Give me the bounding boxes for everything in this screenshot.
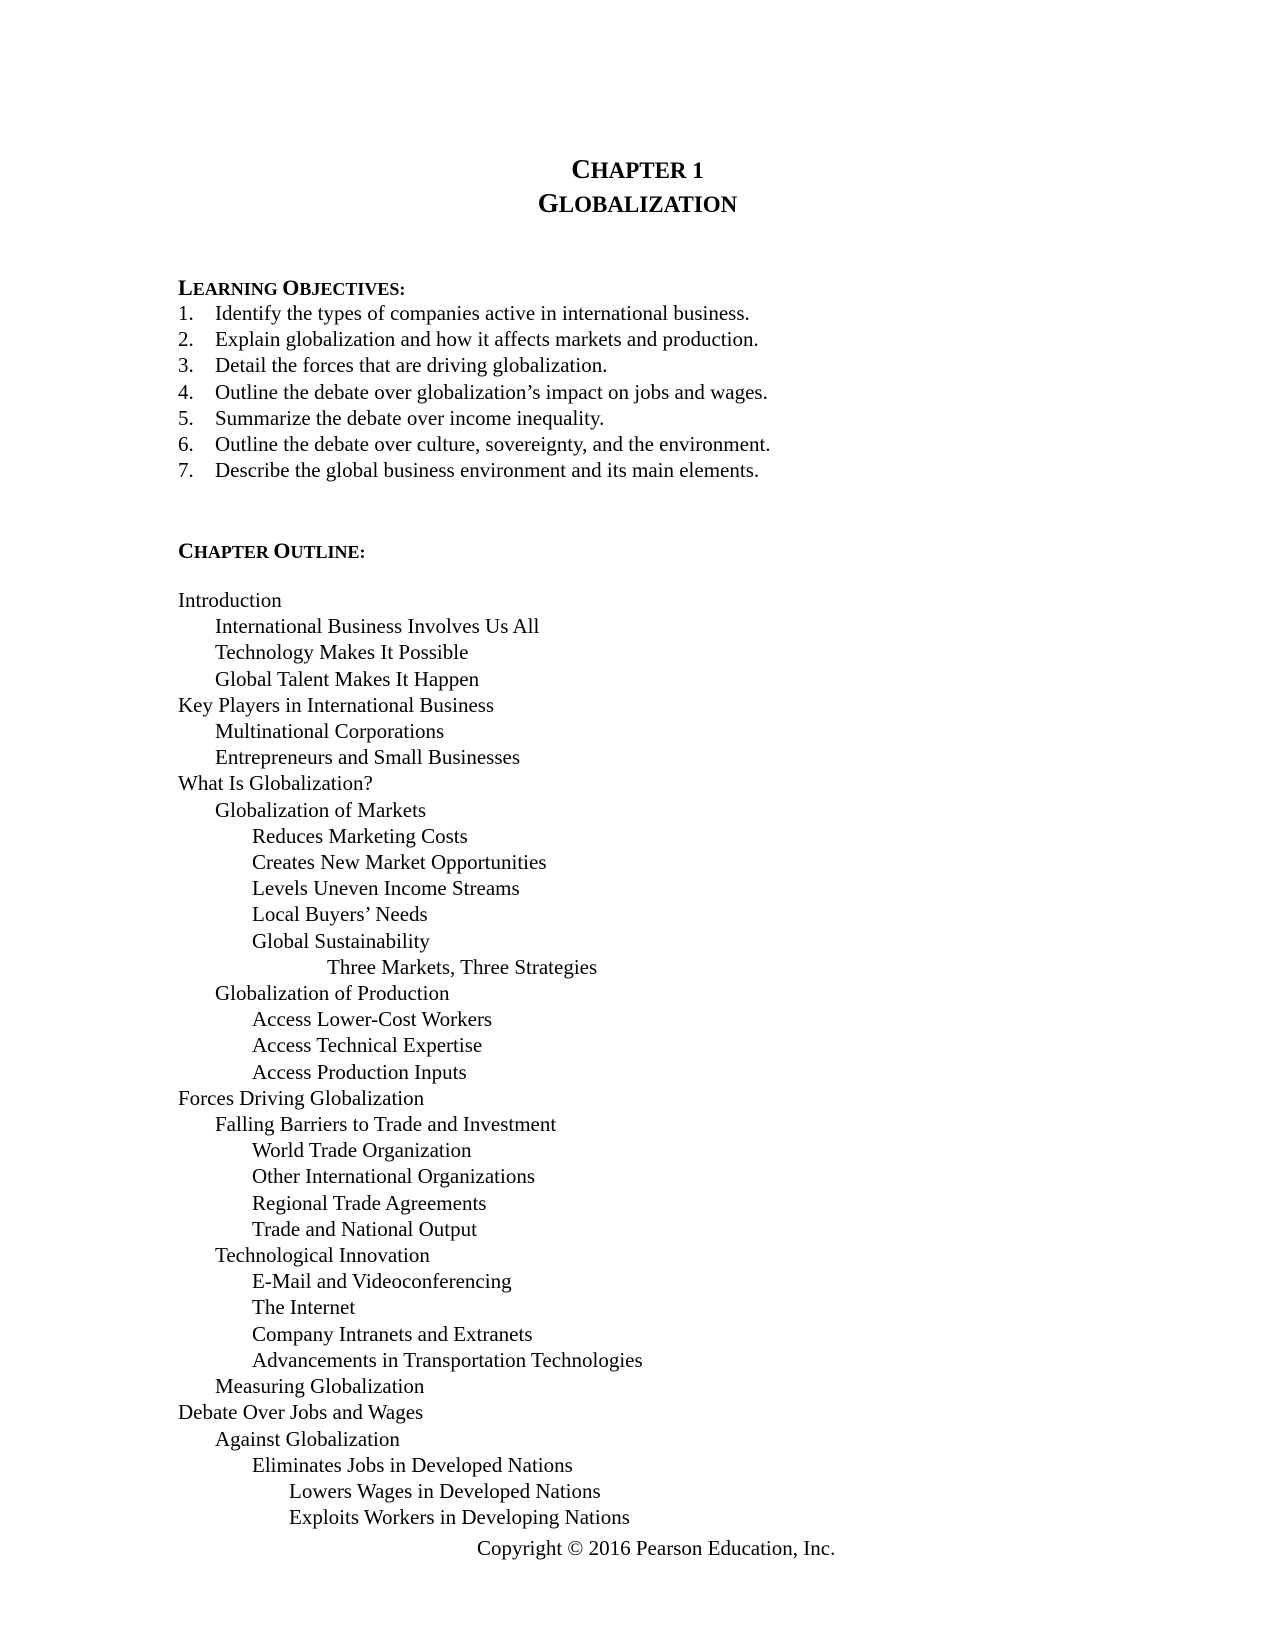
- objective-text: Summarize the debate over income inequality.: [215, 405, 605, 430]
- outline-item: Global Sustainability: [252, 928, 430, 953]
- objective-item: [178, 431, 771, 457]
- objective-number: 5.: [178, 405, 194, 430]
- heading-text: EARNING: [192, 279, 283, 299]
- objective-text: Identify the types of companies active in international business.: [215, 301, 750, 325]
- outline-item: Company Intranets and Extranets: [252, 1321, 533, 1346]
- outline-item: Eliminates Jobs in Developed Nations: [252, 1452, 573, 1477]
- outline-item: Globalization of Production: [215, 981, 450, 1006]
- outline-item: Multinational Corporations: [215, 719, 445, 744]
- outline-item: Three Markets, Three Strategies: [327, 954, 598, 979]
- outline-item: Reduces Marketing Costs: [252, 823, 468, 848]
- chapter-initial: C: [571, 154, 591, 184]
- objective-number: 2.: [178, 327, 194, 352]
- chapter-title-heading: [0, 188, 1275, 219]
- objective-text: Outline the debate over culture, sovereignty, and the environment.: [215, 432, 771, 457]
- chapter-number-heading: [0, 154, 1275, 185]
- outline-item: Forces Driving Globalization: [178, 1085, 425, 1110]
- outline-item: Access Production Inputs: [252, 1059, 467, 1084]
- outline-item: Entrepreneurs and Small Businesses: [215, 745, 521, 770]
- outline-item: Falling Barriers to Trade and Investment: [215, 1112, 557, 1137]
- objective-item: [178, 326, 771, 352]
- objective-number: 7.: [178, 458, 194, 483]
- outline-item: Key Players in International Business: [178, 692, 495, 717]
- chapter-outline-heading: [178, 538, 366, 564]
- objective-number: 3.: [178, 353, 194, 378]
- heading-text: HAPTER: [193, 542, 274, 562]
- heading-initial: C: [178, 538, 194, 563]
- outline-item: Trade and National Output: [252, 1216, 477, 1241]
- outline-item: Globalization of Markets: [215, 797, 427, 822]
- objective-item: [178, 379, 771, 405]
- heading-text: BJECTIVES:: [299, 279, 406, 299]
- outline-item: Technology Makes It Possible: [215, 640, 469, 665]
- heading-text: UTLINE:: [290, 542, 366, 562]
- title-initial: G: [537, 188, 559, 218]
- objective-number: 1.: [178, 301, 194, 325]
- outline-item: Technological Innovation: [215, 1243, 430, 1268]
- outline-item: Levels Uneven Income Streams: [252, 876, 520, 901]
- objective-item: [178, 405, 771, 431]
- outline-item: Against Globalization: [215, 1426, 400, 1451]
- objective-text: Describe the global business environment and its main elements.: [215, 458, 760, 483]
- objective-number: 4.: [178, 379, 194, 404]
- outline-item: Regional Trade Agreements: [252, 1190, 487, 1215]
- objective-text: Explain globalization and how it affects markets and production.: [215, 327, 759, 352]
- chapter-number-text: HAPTER 1: [590, 158, 704, 183]
- outline-item: Debate Over Jobs and Wages: [178, 1400, 424, 1425]
- outline-item: E-Mail and Videoconferencing: [252, 1269, 512, 1294]
- outline-item: What Is Globalization?: [178, 771, 373, 796]
- outline-item: Other International Organizations: [252, 1164, 536, 1189]
- outline-item: Access Technical Expertise: [252, 1033, 483, 1058]
- outline-item: The Internet: [252, 1295, 356, 1320]
- learning-objectives-list: [178, 300, 771, 483]
- heading-initial: O: [282, 275, 300, 300]
- outline-item: Exploits Workers in Developing Nations: [289, 1505, 630, 1530]
- objective-item: [178, 300, 771, 326]
- outline-item: Lowers Wages in Developed Nations: [289, 1478, 601, 1503]
- outline-item: Creates New Market Opportunities: [252, 850, 547, 875]
- objective-text: Detail the forces that are driving globalization.: [215, 353, 608, 378]
- outline-item: Introduction: [178, 588, 282, 612]
- heading-initial: O: [273, 538, 291, 563]
- outline-item: International Business Involves Us All: [215, 614, 540, 639]
- heading-initial: L: [178, 275, 193, 300]
- copyright-footer: Copyright © 2016 Pearson Education, Inc.: [477, 1536, 836, 1560]
- objective-item: [178, 352, 771, 378]
- outline-item: World Trade Organization: [252, 1138, 472, 1163]
- chapter-title-text: LOBALIZATION: [558, 192, 738, 217]
- outline-item: Global Talent Makes It Happen: [215, 666, 480, 691]
- objective-number: 6.: [178, 432, 194, 457]
- outline-item: Access Lower-Cost Workers: [252, 1007, 493, 1032]
- objective-item: [178, 457, 771, 483]
- outline-item: Measuring Globalization: [215, 1374, 425, 1399]
- objective-text: Outline the debate over globalization’s impact on jobs and wages.: [215, 379, 768, 404]
- outline-item: Local Buyers’ Needs: [252, 902, 428, 927]
- chapter-outline-list: [178, 587, 643, 1530]
- outline-item: Advancements in Transportation Technologies: [252, 1347, 643, 1372]
- learning-objectives-heading: [178, 275, 405, 301]
